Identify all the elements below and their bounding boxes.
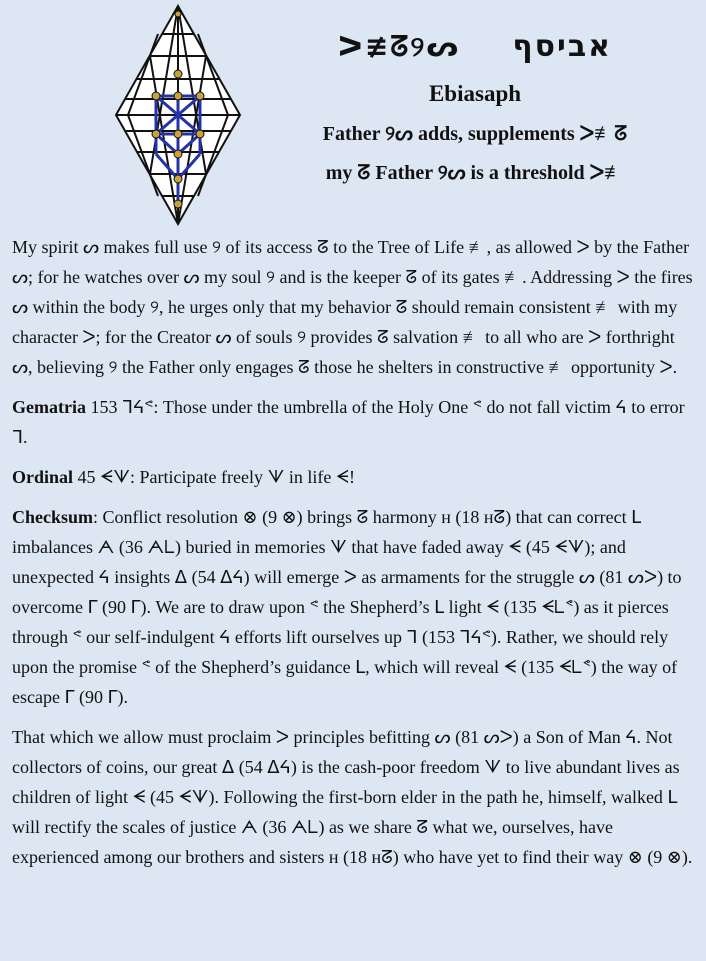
name-paleo-hebrew: ᐳ≢ᘔ୨ᔕ (338, 30, 461, 63)
checksum-label: Checksum (12, 507, 94, 527)
header (0, 0, 706, 232)
name-english: Ebiasaph (428, 81, 522, 106)
name-row (244, 28, 706, 65)
meaning-line-1: Father ୨ᔕ adds, supplements ᐳ≢ᘔ (322, 123, 628, 145)
ordinal-label: Ordinal (12, 467, 74, 487)
tree-of-life-diamond (112, 4, 244, 226)
paragraph-checksum (12, 502, 694, 712)
meaning-line-2: my ᘔ Father ୨ᔕ is a threshold ᐳ≢ (325, 162, 625, 184)
gematria-label: Gematria (12, 397, 86, 417)
paragraph-son-of-man: That which we allow must proclaim ᐳ principles befitting ᔕ (81 ᔕᐳ) a Son of Man ᔦ. Not collectors of coins, our great ᐃ (54 ᐃᔦ) is the cash-poor freedom ᗐ to live abundant lives as children of light ᗕ (45 ᗕᗐ). Following the first-born elder in the path he, himself, walked ᒪ will rectify the scales of justice ᗅ (36 ᗅᒪ) as we share ᘔ what we, ourselves, have experienced among our brothers and sisters ʜ (18 ʜᘔ) who have yet to find their way ⊗ (9 ⊗). (12, 727, 693, 867)
title-block (244, 0, 706, 185)
paragraph-ordinal (12, 462, 694, 492)
gematria-text: 153 ᒣᔦᕝ: Those under the umbrella of the Holy One ᕝ do not fall victim ᔦ to error ᒣ. (12, 397, 685, 447)
ordinal-text: 45 ᗕᗐ: Participate freely ᗐ in life ᗕ! (73, 467, 355, 487)
name-hebrew: אביסף (512, 29, 612, 64)
body-text (0, 232, 706, 872)
checksum-text: : Conflict resolution ⊗ (9 ⊗) brings ᘔ harmony ʜ (18 ʜᘔ) that can correct ᒪ imbalances ᗅ (36 ᗅᒪ) buried in memories ᗐ that have faded away ᗕ (45 ᗕᗐ); and unexpected ᔦ insights ᐃ (54 ᐃᔦ) will emerge ᐳ as armaments for the struggle ᔕ (81 ᔕᐳ) to overcome ᒥ (90 ᒥ). We are to draw upon ᕝ the Shepherd’s ᒪ light ᗕ (135 ᗕᒪᕝ) as it pierces through ᕝ our self-indulgent ᔦ efforts lift ourselves up ᒣ (153 ᒣᔦᕝ). Rather, we should rely upon the promise ᕝ of the Shepherd’s guidance ᒪ, which will reveal ᗕ (135 ᗕᒪᕝ) the way of escape ᒥ (90 ᒥ). (12, 507, 682, 707)
paragraph-gematria (12, 392, 694, 452)
paragraph-spirit: My spirit ᔕ makes full use ୨ of its access ᘔ to the Tree of Life ≢, as allowed ᐳ by the Father ᔕ; for he watches over ᔕ my soul ୨ and is the keeper ᘔ of its gates ≢. Addressing ᐳ the fires ᔕ within the body ୨, he urges only that my behavior ᘔ should remain consistent ≢ with my character ᐳ; for the Creator ᔕ of souls ୨ provides ᘔ salvation ≢ to all who are ᐳ forthright ᔕ, believing ୨ the Father only engages ᘔ those he shelters in constructive ≢ opportunity ᐳ. (12, 237, 693, 377)
